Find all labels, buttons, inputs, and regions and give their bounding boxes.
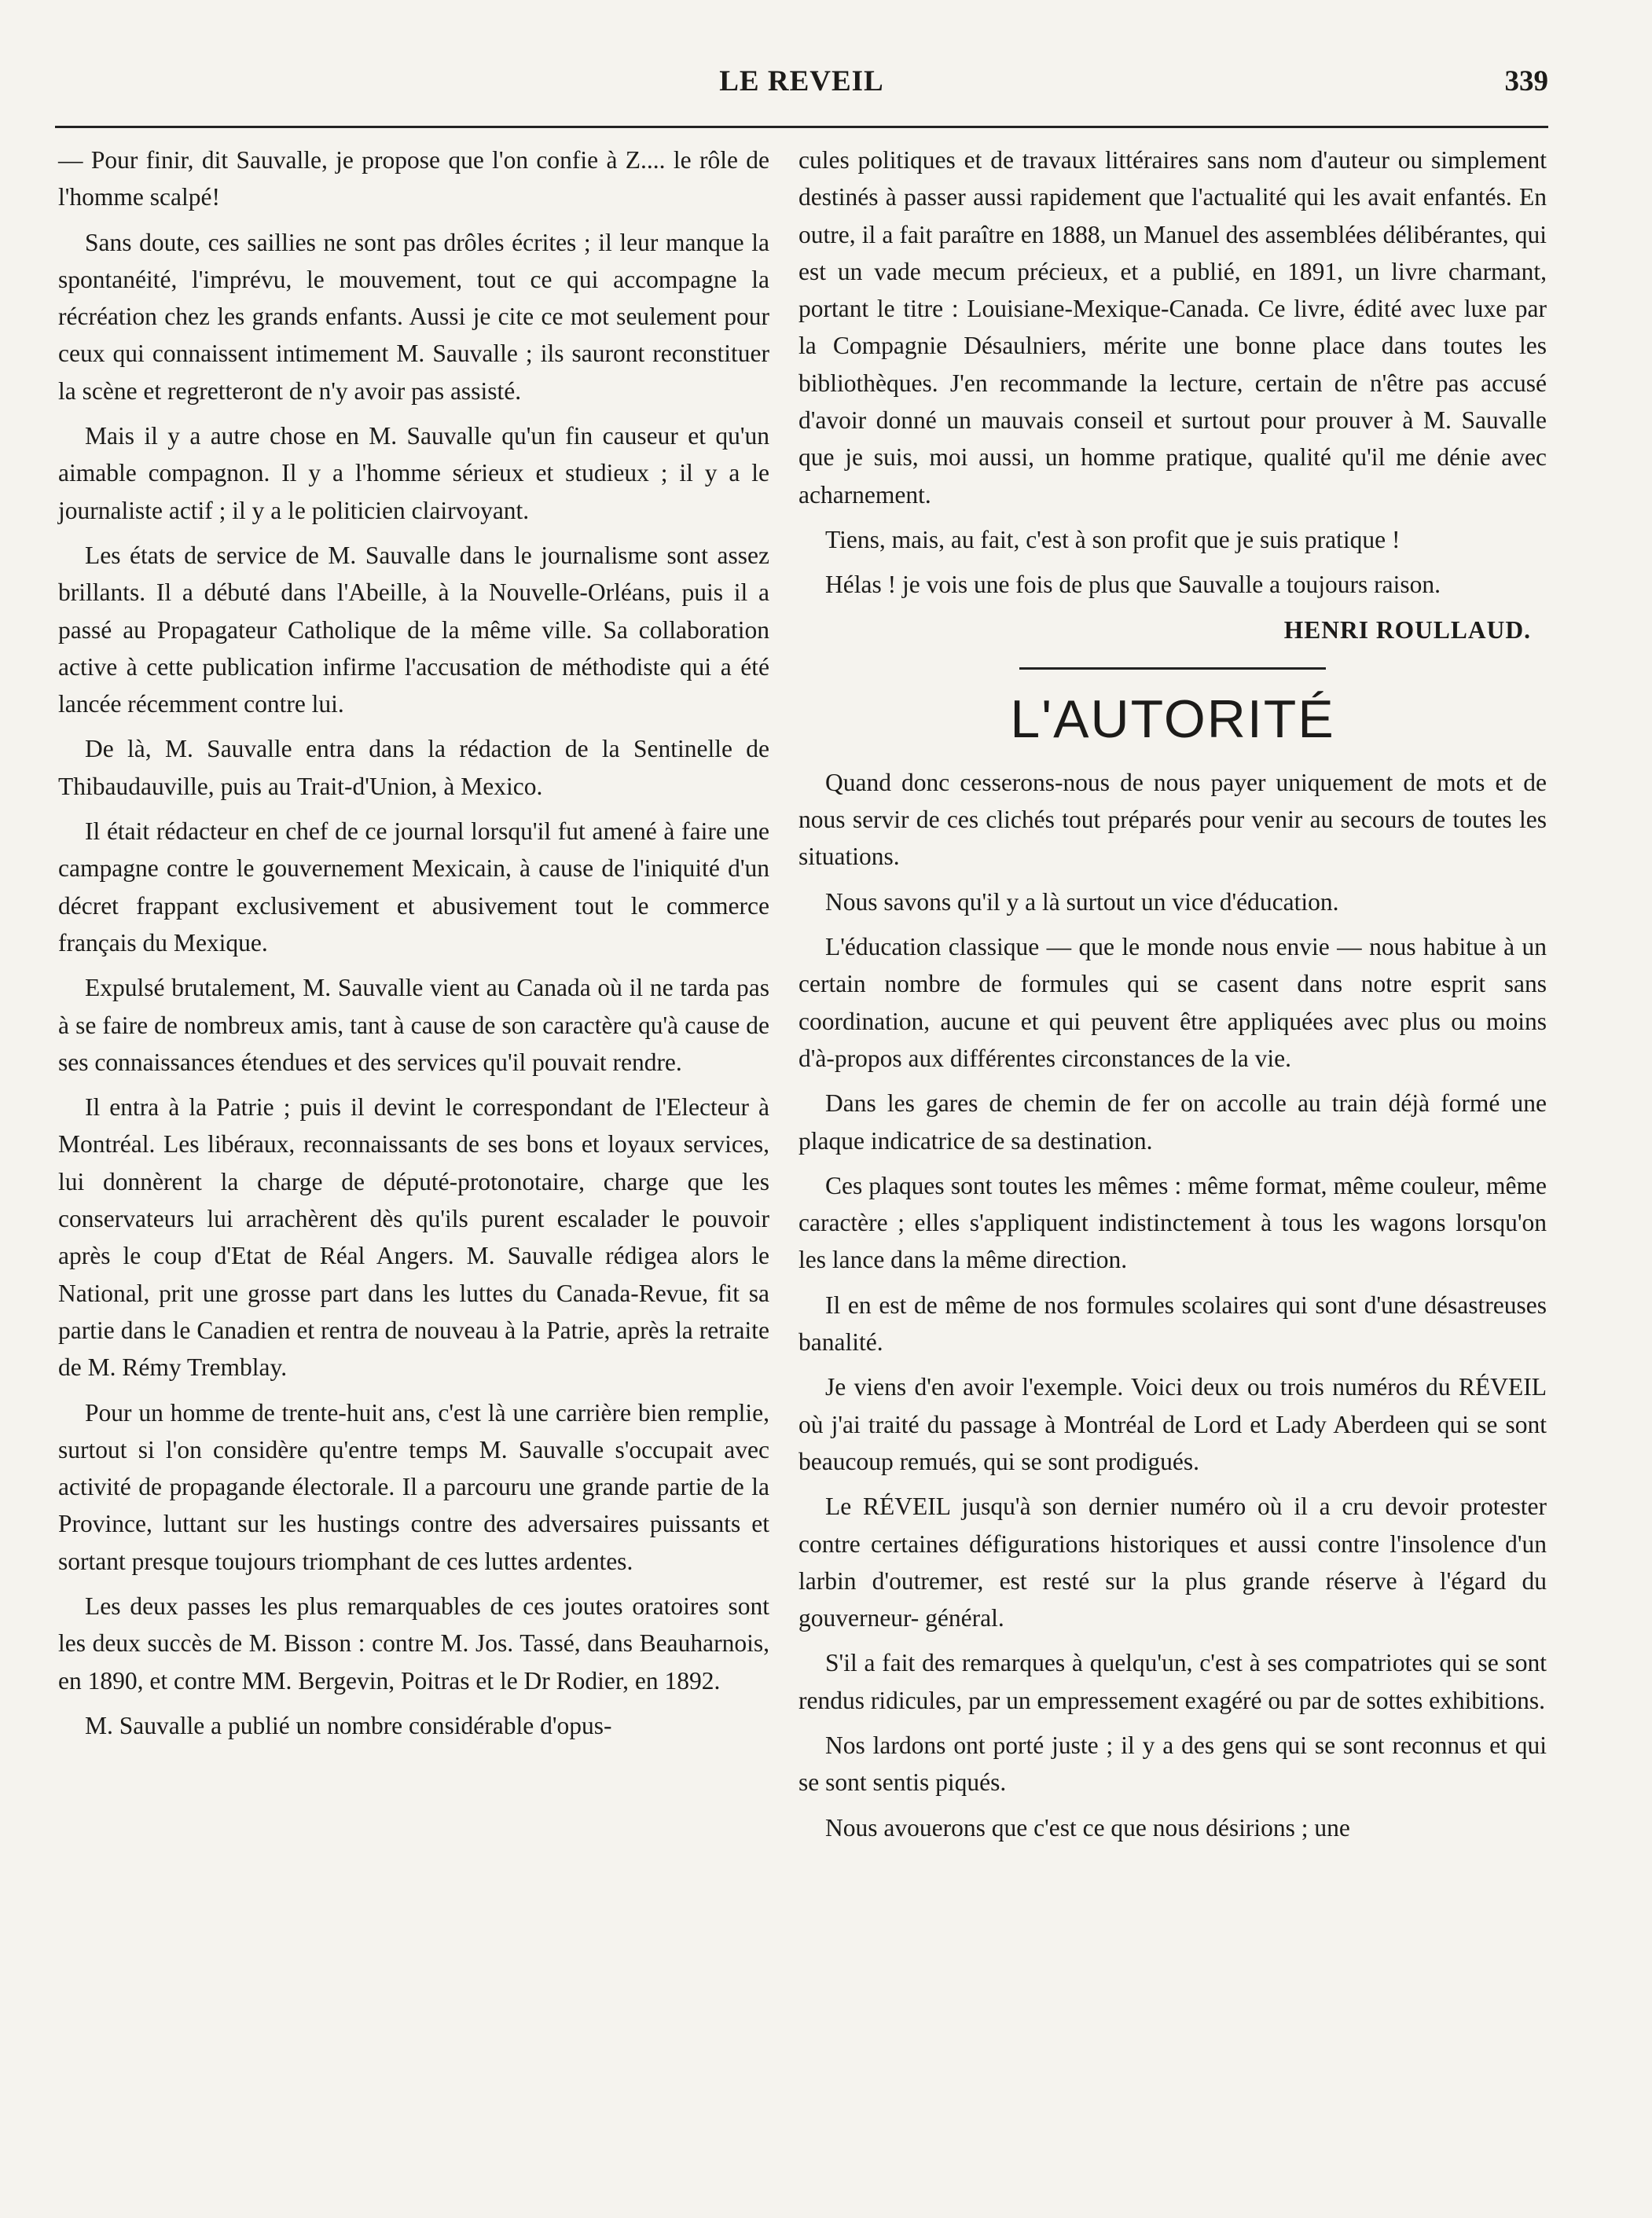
paragraph: Sans doute, ces saillies ne sont pas drôles écrites ; il leur manque la spontanéité, l'imprévu, le mouvement, tout ce qui accompagne la récréation chez les grands enfants. Aussi je cite ce mot seulement pour ceux qui connaissent intimement M. Sauvalle ; ils sauront reconstituer la scène et regretteront de n'y avoir pas assisté. — [58, 228, 769, 405]
paragraph: Les deux passes les plus remarquables de ces joutes oratoires sont les deux succès de M. Bisson : contre M. Jos. Tassé, dans Beauharnois, en 1890, et contre MM. Bergevin, Poitras et le Dr Rodier, en 1892. — [58, 1592, 769, 1695]
section-rule — [1019, 667, 1326, 670]
paragraph: Je viens d'en avoir l'exemple. Voici deux ou trois numéros du RÉVEIL où j'ai traité du passage à Montréal de Lord et Lady Aberdeen qui se sont beaucoup remués, qui se sont prodigués. — [798, 1373, 1547, 1475]
paragraph: Ces plaques sont toutes les mêmes : même format, même couleur, même caractère ; elles s'appliquent indistinctement à tous les wagons lorsqu'on les lance dans la même direction. — [798, 1171, 1547, 1274]
paragraph: Hélas ! je vois une fois de plus que Sauvalle a toujours raison. — [825, 571, 1441, 599]
header-rule — [55, 126, 1548, 128]
running-title: LE REVEIL — [719, 65, 884, 97]
paragraph: Il était rédacteur en chef de ce journal lorsqu'il fut amené à faire une campagne contre le gouvernement Mexicain, à cause de l'iniquité d'un décret frappant exclusivement et abusivement tout le commerce français du Mexique. — [58, 817, 769, 957]
page-header — [55, 64, 1548, 112]
section-title: L'AUTORITÉ — [1010, 689, 1335, 749]
paragraph: Il entra à la Patrie ; puis il devint le correspondant de l'Electeur à Montréal. Les libéraux, reconnaissants de ses bons et loyaux services, lui donnèrent la charge de député-protonotaire, charge que les conservateurs lui arrachèrent dès qu'ils purent escalader le pouvoir après le coup d'Etat de Réal Angers. M. Sauvalle rédigea alors le National, prit une grosse part dans les luttes du Canada-Revue, fit sa partie dans le Canadien et rentra de nouveau à la Patrie, après la retraite de M. Rémy Tremblay. — [58, 1093, 769, 1382]
paragraph: Nous savons qu'il y a là surtout un vice d'éducation. — [825, 887, 1339, 916]
paragraph: Nos lardons ont porté juste ; il y a des gens qui se sont reconnus et qui se sont sentis piqués. — [798, 1731, 1547, 1797]
paragraph: Mais il y a autre chose en M. Sauvalle qu'un fin causeur et qu'un aimable compagnon. Il y a l'homme sérieux et studieux ; il y a le journaliste actif ; il y a le politicien clairvoyant. — [58, 422, 769, 524]
paragraph: Il en est de même de nos formules scolaires qui sont d'une désastreuses banalité. — [798, 1291, 1547, 1357]
right-column — [798, 141, 1547, 1854]
paragraph: Pour un homme de trente-huit ans, c'est là une carrière bien remplie, surtout si l'on considère qu'entre temps M. Sauvalle s'occupait avec activité de propagande électorale. Il a parcouru une grande partie de la Province, luttant sur les hustings contre des adversaires puissants et sortant presque toujours triomphant de ces luttes ardentes. — [58, 1398, 769, 1575]
paragraph: Tiens, mais, au fait, c'est à son profit que je suis pratique ! — [825, 525, 1401, 553]
paragraph: De là, M. Sauvalle entra dans la rédaction de la Sentinelle de Thibaudauville, puis au Trait-d'Union, à Mexico. — [58, 735, 769, 800]
left-column — [58, 141, 769, 1752]
paragraph: Expulsé brutalement, M. Sauvalle vient au Canada où il ne tarda pas à se faire de nombreux amis, tant à cause de son caractère qu'à cause de ses connaissances étendues et des services qu'il pouvait rendre. — [58, 974, 769, 1076]
page-number: 339 — [1504, 65, 1548, 97]
paragraph: Les états de service de M. Sauvalle dans le journalisme sont assez brillants. Il a débuté dans l'Abeille, à la Nouvelle-Orléans, puis il a passé au Propagateur Catholique de la même ville. Sa collaboration active à cette publication infirme l'accusation de méthodiste qui a été lancée récemment contre lui. — [58, 541, 769, 718]
paragraph: M. Sauvalle a publié un nombre considérable d'opus- — [85, 1711, 612, 1739]
paragraph: cules politiques et de travaux littéraires sans nom d'auteur ou simplement destinés à passer aussi rapidement que l'actualité qui les avait enfantés. En outre, il a fait paraître en 1888, un Manuel des assemblées délibérantes, qui est un vade mecum précieux, et a publié, en 1891, un livre charmant, portant le titre : Louisiane-Mexique-Canada. Ce livre, édité avec luxe par la Compagnie Désaulniers, mérite une bonne place dans toutes les bibliothèques. J'en recommande la lecture, certain de n'être pas accusé d'avoir donné un mauvais conseil et surtout pour prouver à M. Sauvalle que je suis, moi aussi, un homme pratique, qualité qu'il me dénie avec acharnement. — [798, 146, 1547, 509]
paragraph: Quand donc cesserons-nous de nous payer uniquement de mots et de nous servir de ces clichés tout préparés pour venir au secours de toutes les situations. — [798, 768, 1547, 871]
paragraph: Nous avouerons que c'est ce que nous désirions ; une — [825, 1813, 1350, 1842]
paragraph: Le RÉVEIL jusqu'à son dernier numéro où il a cru devoir protester contre certaines défigurations historiques et aussi contre l'insolence d'un larbin d'outremer, est resté sur la plus grande réserve à l'égard du gouverneur- général. — [798, 1493, 1547, 1632]
paragraph: S'il a fait des remarques à quelqu'un, c'est à ses compatriotes qui se sont rendus ridicules, par un empressement exagéré ou par de sottes exhibitions. — [798, 1649, 1547, 1714]
paragraph: L'éducation classique — que le monde nous envie — nous habitue à un certain nombre de formules qui se casent dans notre esprit sans coordination, aucune et qui peuvent être appliquées avec plus ou moins d'à-propos aux différentes circonstances de la vie. — [798, 933, 1547, 1072]
paragraph: — Pour finir, dit Sauvalle, je propose que l'on confie à Z.... le rôle de l'homme scalpé! — [58, 146, 769, 211]
author-signature: HENRI ROULLAUD. — [1283, 615, 1531, 644]
paragraph: Dans les gares de chemin de fer on accolle au train déjà formé une plaque indicatrice de sa destination. — [798, 1089, 1547, 1155]
